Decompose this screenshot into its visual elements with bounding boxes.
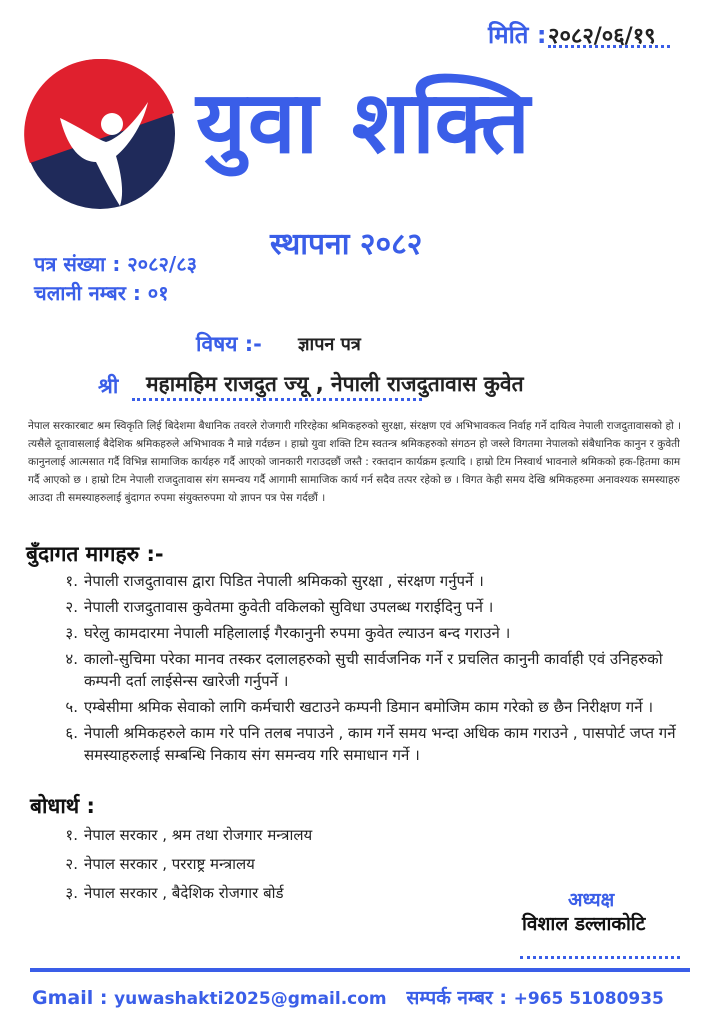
reference-number: पत्र संख्या : २०८२/८३ — [34, 252, 197, 276]
subject-value: ज्ञापन पत्र — [298, 334, 361, 355]
list-item — [44, 882, 312, 904]
item-text: नेपाली राजदुतावास द्वारा पिडित नेपाली श्रमिकको सुरक्षा , संरक्षण गर्नुपर्ने । — [84, 572, 484, 590]
item-number: २. — [65, 598, 78, 616]
list-item — [44, 648, 704, 692]
date-value: २०८२/०६/१९ — [548, 24, 656, 49]
item-text: नेपाली श्रमिकहरुले काम गरे पनि तलब नपाउने , काम गर्ने समय भन्दा अधिक काम गराउने , पासपोर्ट जप्त गर्ने समस्याहरुलाई सम्बन्धि निकाय संग समन्वय गरि समाधान गर्ने । — [84, 724, 676, 764]
item-text: कालो-सुचिमा परेका मानव तस्कर दलालहरुको सुची सार्वजनिक गर्ने र प्रचलित कानुनी कार्वाही एवं उनिहरुको कम्पनी दर्ता लाईसेन्स खारेजी गर्नुपर्ने । — [84, 650, 663, 690]
signatory-name: विशाल डल्लाकोटि — [522, 913, 646, 935]
list-item — [44, 596, 704, 618]
dispatch-number: चलानी नम्बर : ०१ — [34, 281, 169, 305]
addressee-name: महामहिम राजदुत ज्यू , नेपाली राजदुतावास कुवेत — [146, 372, 524, 396]
list-item — [44, 824, 312, 846]
page-title: युवा शक्ति — [196, 73, 532, 173]
addressee-dotted-line — [132, 398, 422, 401]
item-text: नेपाल सरकार , श्रम तथा रोजगार मन्त्रालय — [84, 826, 313, 844]
item-text: नेपाली राजदुतावास कुवेतमा कुवेती वकिलको सुविधा उपलब्ध गराईदिनु पर्ने । — [84, 598, 494, 616]
footer-contact — [32, 984, 664, 1010]
item-number: १. — [65, 572, 78, 590]
list-item — [44, 696, 704, 718]
demands-list — [44, 570, 704, 770]
item-text: नेपाल सरकार , परराष्ट्र मन्त्रालय — [84, 855, 255, 873]
demands-heading: बुँदागत मागहरु :- — [26, 542, 164, 566]
phone-label: सम्पर्क नम्बर : — [406, 987, 507, 1009]
item-number: २. — [65, 855, 78, 873]
list-item — [44, 622, 704, 644]
date-label: मिति : — [488, 21, 547, 49]
phone-number[interactable]: +965 51080935 — [513, 989, 664, 1009]
signature-dotted-line — [520, 956, 680, 959]
cc-heading: बोधार्थ : — [30, 794, 95, 818]
signatory-title: अध्यक्ष — [568, 889, 615, 911]
item-number: ३. — [65, 624, 78, 642]
item-text: घरेलु कामदारमा नेपाली महिलालाई गैरकानुनी रुपमा कुवेत ल्याउन बन्द गराउने । — [84, 624, 511, 642]
list-item — [44, 570, 704, 592]
item-number: १. — [65, 826, 78, 844]
cc-list — [44, 824, 312, 911]
date-dotted-line — [548, 45, 670, 48]
body-paragraph: नेपाल सरकारबाट श्रम स्विकृति लिई बिदेशमा बैधानिक तवरले रोजगारी गरिरहेका श्रमिकहरुको सुरक्षा, संरक्षण एवं अभिभावकत्व निर्वाह गर्ने दायित्व नेपाली राजदुतावासको हो । त्यसैले दूतावासलाई बैदेशिक श्रमिकहरुले अभिभावक नै मान्ने गर्दछन । हाम्रो युवा शक्ति टिम स्वतन्त्र श्रमिकहरुको संगठन हो जस्ले विगतमा नेपालको संबैधानिक कानुन र कुवेती कानुनलाई आत्मसात गर्दै विभिन्न सामाजिक कार्यहरु गर्दै आएको जानकारी गराउदछौं जस्तै : रक्तदान कार्यक्रम इत्यादि । हाम्रो टिम निस्वार्थ भावनाले श्रमिकको हक-हितमा काम गर्दै आएको छ । हाम्रो टिम नेपाली राजदुतावास संग समन्वय गर्दै आगामी सामाजिक कार्य गर्न सदैव तत्पर रहेको छ । विगत केही समय देखि श्रमिकहरुमा अनावश्यक समस्याहरु आउदा ती समस्याहरुलाई बुंदागत रुपमा संयुक्तरुपमा यो ज्ञापन पत्र पेस गर्दछौं । — [28, 420, 682, 504]
footer-divider — [30, 968, 690, 972]
list-item — [44, 853, 312, 875]
organization-logo — [24, 58, 176, 210]
item-number: ३. — [65, 884, 78, 902]
email-link[interactable]: yuwashakti2025@gmail.com — [114, 989, 387, 1009]
item-number: ६. — [65, 724, 78, 742]
email-label: Gmail : — [32, 987, 108, 1009]
item-number: ५. — [65, 698, 78, 716]
list-item — [44, 722, 704, 766]
item-text: नेपाल सरकार , बैदेशिक रोजगार बोर्ड — [84, 884, 284, 902]
page-subtitle: स्थापना २०८२ — [270, 227, 423, 262]
addressee-prefix: श्री — [98, 374, 119, 398]
item-text: एम्बेसीमा श्रमिक सेवाको लागि कर्मचारी खटाउने कम्पनी डिमान बमोजिम काम गरेको छ छैन निरीक्षण गर्ने । — [84, 698, 653, 716]
subject-label: विषय :- — [196, 332, 262, 356]
item-number: ४. — [65, 650, 78, 668]
